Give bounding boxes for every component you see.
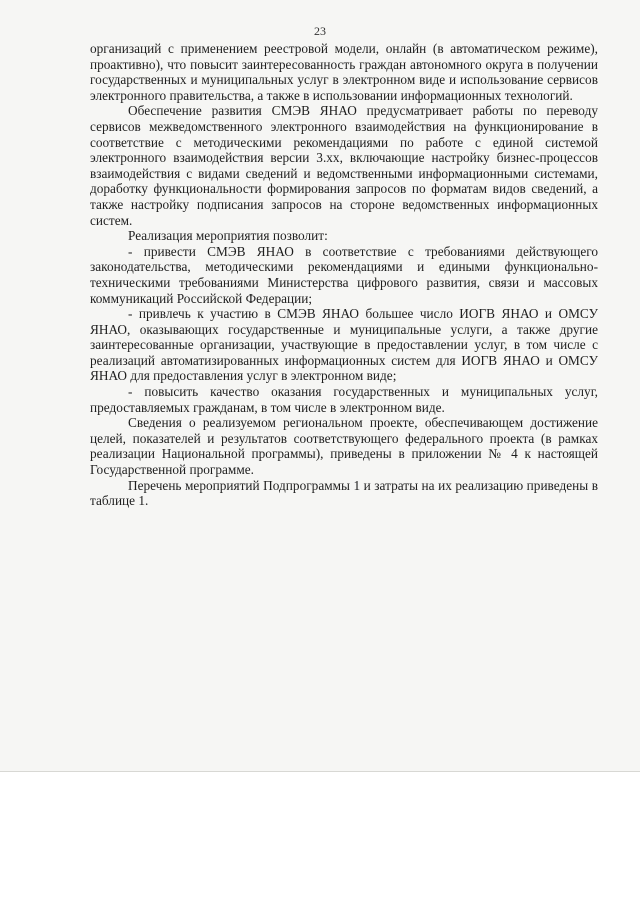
paragraph-smev-development: Обеспечение развития СМЭВ ЯНАО предусматривает работы по переводу сервисов межведомственного электронного взаимодействия на функционирование в соответствие с методическими рекомендациями по работе с единой системой электронного взаимодействия версии 3.хх, включающие настройку бизнес-процессов взаимодействия с видами сведений и ведомственными информационными системами, доработку функциональности формирования запросов по форматам видов сведений, а также настройку подписания запросов на стороне ведомственных информационных систем.	[90, 103, 598, 228]
list-item-quality: - повысить качество оказания государственных и муниципальных услуг, предоставляемых гражданам, в том числе в электронном виде.	[90, 384, 598, 415]
blank-area	[0, 772, 640, 905]
paragraph-regional-project: Сведения о реализуемом региональном проекте, обеспечивающем достижение целей, показателей и результатов соответствующего федерального проекта (в рамках реализации Национальной программы), приведены в приложении № 4 к настоящей Государственной программе.	[90, 415, 598, 478]
paragraph-continuation: организаций с применением реестровой модели, онлайн (в автоматическом режиме), проактивно), что повысит заинтересованность граждан автономного округа в получении государственных и муниципальных услуг в электронном виде и использование сервисов электронного правительства, а также в использовании информационных технологий.	[90, 41, 598, 103]
list-item-compliance: - привести СМЭВ ЯНАО в соответствие с требованиями действующего законодательства, методическими рекомендациями и едиными функционально-техническими требованиями Министерства цифрового развития, связи и массовых коммуникаций Российской Федерации;	[90, 243, 598, 306]
paragraph-measure-intro: Реализация мероприятия позволит:	[128, 228, 328, 244]
page-number: 23	[314, 24, 326, 38]
paragraph-measures-list: Перечень мероприятий Подпрограммы 1 и затраты на их реализацию приведены в таблице 1.	[90, 477, 598, 509]
document-body	[90, 41, 598, 509]
list-item-participation: - привлечь к участию в СМЭВ ЯНАО большее число ИОГВ ЯНАО и ОМСУ ЯНАО, оказывающих государственные и муниципальные услуги, а также другие заинтересованные организации, участвующие в предоставлении услуг, в том числе с реализаций автоматизированных информационных систем для ИОГВ ЯНАО и ОМСУ ЯНАО для предоставления услуг в электронном виде;	[90, 306, 598, 384]
